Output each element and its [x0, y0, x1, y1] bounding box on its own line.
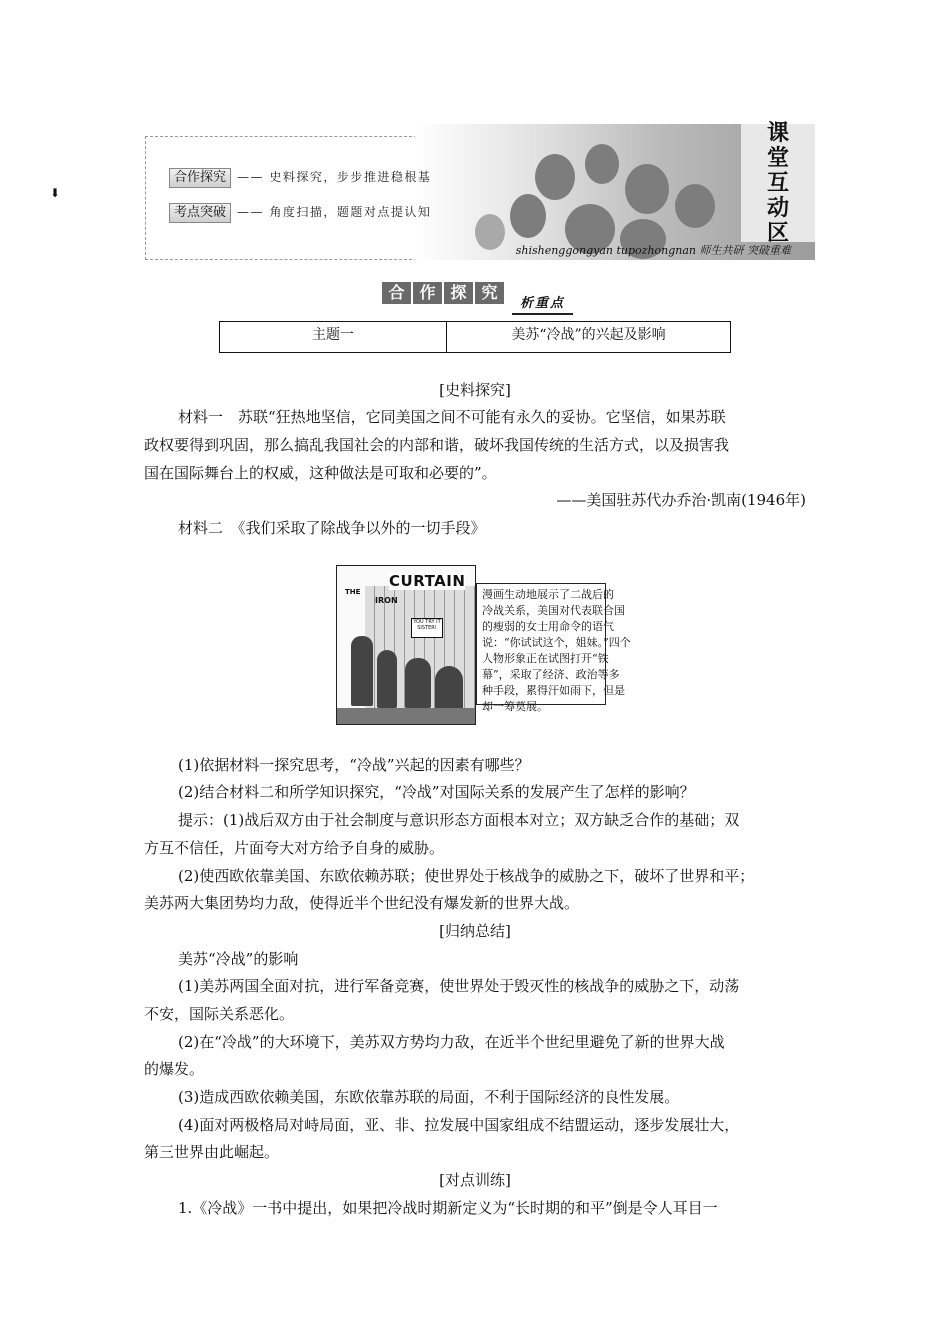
question-2: (2)结合材料二和所学知识探究，“冷战”对国际关系的发展产生了怎样的影响？ [178, 783, 695, 801]
cartoon-figure [351, 636, 373, 706]
summary-line: (1)美苏两国全面对抗，进行军备竞赛，使世界处于毁灭性的核战争的威胁之下，动荡 [178, 977, 740, 995]
caption-line: 种手段，累得汗如雨下，但是 [482, 684, 625, 697]
topic-number: 主题一 [220, 322, 447, 352]
cartoon-figure [435, 666, 463, 710]
summary-line: 第三世界由此崛起。 [144, 1143, 280, 1161]
summary-line: 不安，国际关系恶化。 [144, 1005, 295, 1023]
side-title-char: 区 [766, 220, 789, 246]
material-1-line: 材料一 苏联“狂热地坚信，它同美国之间不可能有永久的妥协。它坚信，如果苏联 [178, 408, 726, 426]
cartoon-figure [377, 650, 397, 708]
section-char: 合 [382, 282, 411, 304]
iron-curtain-cartoon [336, 565, 476, 725]
side-title-char: 堂 [766, 145, 789, 171]
caption-line: 幕”，采取了经济、政治等多 [482, 668, 620, 681]
caption-line: 漫画生动地展示了二战后的 [482, 588, 614, 601]
arrow-down-icon: ⬇ [50, 186, 61, 200]
section-subtitle: 析重点 [512, 292, 573, 315]
summary-line: (3)造成西欧依赖美国，东欧依靠苏联的局面，不利于国际经济的良性发展。 [178, 1088, 680, 1106]
summary-line: 的爆发。 [144, 1060, 205, 1078]
section-char: 探 [444, 282, 473, 304]
caption-line: 说：“你试试这个，姐妹。”四个 [482, 636, 631, 649]
topic-title: 美苏“冷战”的兴起及影响 [511, 327, 666, 343]
side-title-char: 互 [766, 170, 789, 196]
topic-table [219, 321, 731, 353]
caption-line: 冷战关系，美国对代表联合国 [482, 604, 625, 617]
step-label-breakthrough: 考点突破 [169, 203, 231, 223]
side-title-char: 动 [766, 195, 789, 221]
answer-line: 提示：(1)战后双方由于社会制度与意识形态方面根本对立；双方缺乏合作的基础；双 [178, 811, 740, 829]
heading-history-inquiry: [史料探究] [439, 381, 511, 399]
caption-line: 人物形象正在试图打开“铁 [482, 652, 609, 665]
cartoon-figure [405, 658, 431, 708]
summary-title: 美苏“冷战”的影响 [178, 950, 299, 968]
answer-line: (2)使西欧依靠美国、东欧依赖苏联；使世界处于核战争的威胁之下，破坏了世界和平； [178, 867, 755, 885]
cartoon-ground [337, 708, 475, 724]
side-title [741, 120, 815, 246]
header-banner [145, 120, 815, 260]
section-char: 作 [413, 282, 442, 304]
heading-practice: [对点训练] [439, 1171, 511, 1189]
summary-line: (2)在“冷战”的大环境下，美苏双方势均力敌，在近半个世纪里避免了新的世界大战 [178, 1033, 725, 1051]
material-1-line: 政权要得到巩固，那么搞乱我国社会的内部和谐，破坏我国传统的生活方式，以及损害我 [144, 436, 730, 454]
step-label-cooperate: 合作探究 [169, 168, 231, 188]
caption-line: 的瘦弱的女士用命令的语气 [482, 620, 614, 633]
cartoon-word-iron: IRON [375, 596, 398, 605]
step-desc-breakthrough: —— 角度扫描，题题对点提认知 [237, 205, 432, 219]
answer-line: 美苏两大集团势均力敌，使得近半个世纪没有爆发新的世界大战。 [144, 894, 580, 912]
section-heading [382, 282, 622, 316]
material-1-line: 国在国际舞台上的权威，这种做法是可取和必要的”。 [144, 464, 497, 482]
speech-bubble: YOU TRY IT SISTER! [411, 618, 443, 638]
answer-line: 方互不信任，片面夸大对方给予自身的威胁。 [144, 839, 445, 857]
cartoon-caption [476, 583, 631, 713]
material-2-title: 材料二 《我们采取了除战争以外的一切手段》 [178, 519, 486, 537]
caption-line: 却一筹莫展。 [482, 700, 548, 713]
heading-summary: [归纳总结] [439, 922, 511, 940]
summary-line: (4)面对两极格局对峙局面，亚、非、拉发展中国家组成不结盟运动，逐步发展壮大， [178, 1116, 740, 1134]
section-char: 究 [475, 282, 504, 304]
side-title-char: 课 [766, 120, 789, 146]
question-1: (1)依据材料一探究思考，“冷战”兴起的因素有哪些？ [178, 756, 530, 774]
banner-caption: shishenggongyan tupozhongnan 师生共研 突破重难 [515, 244, 791, 257]
cartoon-word-curtain: CURTAIN [389, 572, 466, 590]
cartoon-word-the: THE [345, 588, 361, 596]
practice-question-1: 1.《冷战》一书中提出，如果把冷战时期新定义为“长时期的和平”倒是令人耳目一 [178, 1199, 718, 1217]
material-1-source: ——美国驻苏代办乔治·凯南(1946年) [556, 491, 806, 509]
step-desc-cooperate: —— 史料探究，步步推进稳根基 [237, 170, 432, 184]
